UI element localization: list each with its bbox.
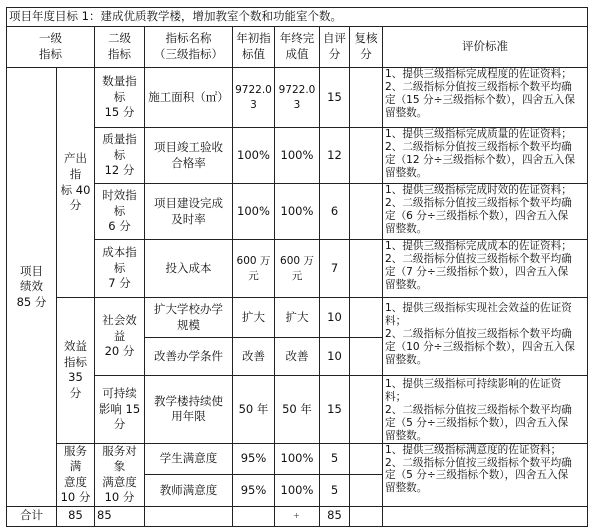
indicator-name: 教学楼持续使 用年限 (145, 376, 233, 444)
header-level1: 一级 指标 (7, 27, 95, 68)
level2-sustainability: 可持续 影响 15 分 (95, 376, 145, 444)
header-self-score: 自评 分 (320, 27, 350, 68)
level1-satisfaction: 服务满 意度 10 分 (57, 443, 95, 506)
self-score: 6 (320, 184, 350, 240)
review-score (350, 298, 383, 338)
paragraph-mark: + (293, 511, 300, 520)
self-score: 5 (320, 475, 350, 507)
header-level3: 指标名称 （三级指标） (145, 27, 233, 68)
indicator-name: 扩大学校办学 规模 (145, 298, 233, 338)
table-row (7, 68, 588, 128)
review-score (350, 376, 383, 444)
indicator-name: 改善办学条件 (145, 338, 233, 376)
header-criteria: 评价标准 (383, 27, 588, 68)
self-score: 7 (320, 240, 350, 298)
total-empty (233, 506, 275, 526)
final-value: 9722.03 (275, 68, 320, 128)
self-score: 10 (320, 298, 350, 338)
initial-value: 9722.03 (233, 68, 275, 128)
level2-timeliness: 时效指标 6 分 (95, 184, 145, 240)
title-row (7, 8, 588, 27)
criteria-text: 1、提供三级指标满意度的佐证资料； 2、二级指标分值按三级指标个数平均确 定（5 分÷三级指标个数），四舍五入保 留整数。 (383, 443, 588, 506)
final-value: 100% (275, 184, 320, 240)
table-row (7, 128, 588, 184)
indicator-name: 项目竣工验收 合格率 (145, 128, 233, 184)
level2-quality: 质量指标 12 分 (95, 128, 145, 184)
initial-value: 改善 (233, 338, 275, 376)
table-row (7, 298, 588, 338)
level1-benefit: 效益 指标 35 分 (57, 298, 95, 444)
review-score (350, 338, 383, 376)
level1-performance: 项目 绩效 85 分 (7, 68, 57, 507)
final-value: 100% (275, 475, 320, 507)
indicator-name: 施工面积（㎡） (145, 68, 233, 128)
initial-value: 95% (233, 475, 275, 507)
header-review-score: 复核 分 (350, 27, 383, 68)
final-value: 600 万元 (275, 240, 320, 298)
level2-quantity: 数量指标 15 分 (95, 68, 145, 128)
criteria-text: 1、提供三级指标完成成本的佐证资料； 2、二级指标分值按三级指标个数平均确 定（7 分÷三级指标个数），四舍五入保 留整数。 (383, 240, 588, 298)
initial-value: 600 万元 (233, 240, 275, 298)
review-score (350, 475, 383, 507)
criteria-text: 1、提供三级指标完成时效的佐证资料； 2、二级指标分值按三级指标个数平均确 定（6 分÷三级指标个数），四舍五入保 留整数。 (383, 184, 588, 240)
review-score (350, 128, 383, 184)
indicator-name: 学生满意度 (145, 443, 233, 475)
table-row (7, 240, 588, 298)
performance-evaluation-table (6, 7, 588, 527)
table-row (7, 184, 588, 240)
initial-value: 50 年 (233, 376, 275, 444)
header-final-value: 年终完 成值 (275, 27, 320, 68)
initial-value: 扩大 (233, 298, 275, 338)
header-row (7, 27, 588, 68)
level1-output: 产出指 标 40 分 (57, 68, 95, 298)
table-row (7, 376, 588, 444)
header-initial-value: 年初指 标值 (233, 27, 275, 68)
self-score: 12 (320, 128, 350, 184)
final-value: 扩大 (275, 298, 320, 338)
total-label: 合计 (7, 506, 57, 526)
final-value: 50 年 (275, 376, 320, 444)
criteria-text: 1、提供三级指标可持续影响的佐证资 料； 2、二级指标分值按三级指标个数平均确 定（5 分÷三级指标个数），四舍五入保 留整数。 (383, 376, 588, 444)
review-score (350, 184, 383, 240)
total-empty (350, 506, 383, 526)
total-score: 85 (320, 506, 350, 526)
criteria-text: 1、提供三级指标完成质量的佐证资料； 2、二级指标分值按三级指标个数平均确 定（12 分÷三级指标个数），四舍五入保 留整数。 (383, 128, 588, 184)
level2-social: 社会效益 20 分 (95, 298, 145, 376)
total-level2: 85 (95, 506, 145, 526)
indicator-name: 教师满意度 (145, 475, 233, 507)
criteria-text: 1、提供三级指标实现社会效益的佐证资 料； 2、二级指标分值按三级指标个数平均确 定（10 分÷三级指标个数），四舍五入保 留整数。 (383, 298, 588, 376)
final-value: 100% (275, 443, 320, 475)
final-value: 改善 (275, 338, 320, 376)
review-score (350, 240, 383, 298)
indicator-name: 项目建设完成 及时率 (145, 184, 233, 240)
criteria-text: 1、提供三级指标完成程度的佐证资料； 2、二级指标分值按三级指标个数平均确 定（15 分÷三级指标个数），四舍五入保 留整数。 (383, 68, 588, 128)
indicator-name: 投入成本 (145, 240, 233, 298)
table-row (7, 443, 588, 475)
self-score: 15 (320, 376, 350, 444)
final-value: 100% (275, 128, 320, 184)
level2-cost: 成本指标 7 分 (95, 240, 145, 298)
self-score: 10 (320, 338, 350, 376)
initial-value: 100% (233, 184, 275, 240)
initial-value: 100% (233, 128, 275, 184)
initial-value: 95% (233, 443, 275, 475)
level2-service-satisfaction: 服务对象 满意度 10 分 (95, 443, 145, 506)
review-score (350, 68, 383, 128)
header-level2: 二级 指标 (95, 27, 145, 68)
review-score (350, 443, 383, 475)
total-empty (383, 506, 588, 526)
total-empty (145, 506, 233, 526)
total-level1: 85 (57, 506, 95, 526)
self-score: 5 (320, 443, 350, 475)
self-score: 15 (320, 68, 350, 128)
table-title: 项目年度目标 1：建成优质教学楼，增加教室个数和功能室个数。 (7, 8, 588, 27)
